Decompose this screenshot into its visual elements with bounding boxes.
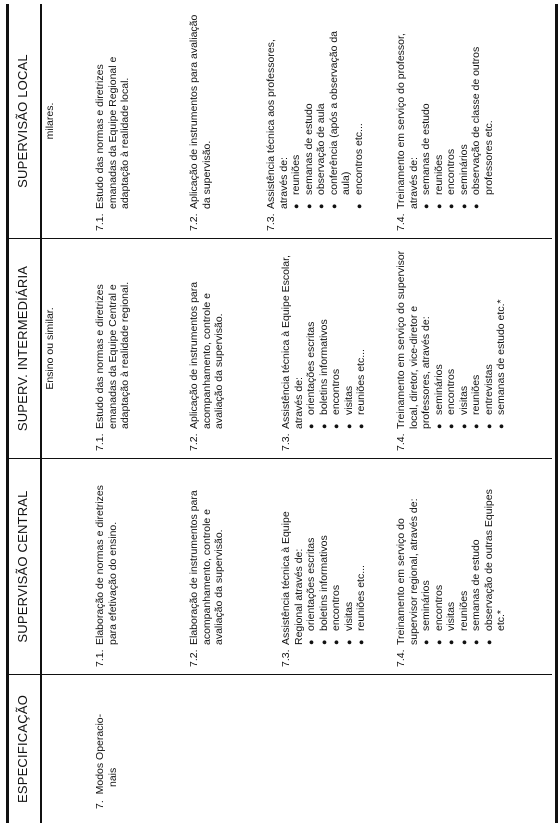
bullet-item: ● encontros — [330, 249, 343, 429]
item-number: 7.1. — [94, 649, 106, 667]
bullet-item: ● orientações escritas — [305, 469, 318, 645]
item-number: 7.1. — [94, 433, 106, 451]
bullet-item: ● boletins informativos — [318, 469, 331, 645]
bullet-item: ● observação de classe de outros professores etc. — [470, 13, 495, 209]
bullet-list — [305, 469, 368, 645]
bullet-item: ● reuniões etc... — [355, 469, 368, 645]
item-number: 7.3. — [265, 213, 277, 231]
central-item-7-1 — [94, 469, 119, 667]
intermediaria-item-7-3 — [280, 249, 368, 451]
central-item-7-4 — [395, 469, 508, 667]
column-divider-1 — [6, 674, 552, 675]
item-number: 7.4. — [395, 649, 407, 667]
central-item-7-2 — [188, 469, 226, 667]
bullet-item: ● boletins informativos — [318, 249, 331, 429]
local-item-7-3 — [265, 13, 365, 231]
bullet-list — [433, 249, 508, 429]
bullet-item: ● conferência (após a observação da aula) — [328, 13, 353, 209]
item-text: Assistência técnica à Equipe Regional através de: — [280, 511, 305, 645]
bullet-list — [290, 13, 365, 209]
local-item-7-1 — [94, 13, 132, 231]
bullet-item: ● observação de outras Equipes etc.* — [483, 469, 508, 645]
bullet-item: ● visitas — [343, 249, 356, 429]
central-item-7-3 — [280, 469, 368, 667]
header-supervisao-intermediaria: SUPERV. INTERMEDIÁRIA — [15, 265, 30, 432]
bullet-item: ● reuniões — [290, 13, 303, 209]
item-text: Assistência técnica à Equipe Escolar, através de: — [280, 255, 305, 429]
item-number: 7.3. — [280, 649, 292, 667]
item-text: Elaboração de normas e diretrizes para efetivação do ensino. — [94, 485, 119, 645]
bullet-item: ● entrevistas — [483, 249, 496, 429]
bullet-list — [420, 13, 495, 209]
bullet-item: ● encontros — [330, 469, 343, 645]
column-divider-2 — [6, 458, 552, 459]
intermediaria-item-7-1 — [94, 249, 132, 451]
item-text: Treinamento em serviço do supervisor regional, através de: — [395, 498, 420, 645]
bullet-item: ● reuniões — [458, 469, 471, 645]
modos-number: 7. — [94, 800, 106, 809]
bullet-item: ● seminários — [420, 469, 433, 645]
header-supervisao-central: SUPERVISÃO CENTRAL — [15, 490, 30, 643]
item-text: Treinamento em serviço do supervisor local, diretor, vice-diretor e professores, através de: — [395, 250, 432, 429]
bullet-item: ● semanas de estudo etc.* — [495, 249, 508, 429]
bullet-item: ● encontros — [445, 13, 458, 209]
intermediaria-item-7-4 — [395, 249, 508, 451]
item-number: 7.2. — [188, 649, 200, 667]
item-number: 7.1. — [94, 213, 106, 231]
bullet-item: ● seminários — [458, 13, 471, 209]
header-supervisao-local: SUPERVISÃO LOCAL — [15, 54, 30, 188]
item-number: 7.4. — [395, 433, 407, 451]
bullet-item: ● reuniões etc... — [355, 249, 368, 429]
item-text: Aplicação de instrumentos para avaliação da supervisão. — [188, 14, 213, 209]
modos-label-cont: nais — [106, 767, 119, 787]
intermediaria-item-7-2 — [188, 249, 226, 451]
bullet-item: ● semanas de estudo — [470, 469, 483, 645]
item-text: Treinamento em serviço do professor, através de: — [395, 33, 420, 209]
bullet-item: ● reuniões — [433, 13, 446, 209]
local-item-7-2 — [188, 13, 213, 231]
item-number: 7.3. — [280, 433, 292, 451]
modos-operacionais-label — [94, 679, 119, 809]
item-text: Estudo das normas e diretrizes emanadas da Equipe Central e adaptação à realidade regional. — [94, 281, 131, 429]
bullet-item: ● encontros — [445, 249, 458, 429]
bullet-item: ● reuniões — [470, 249, 483, 429]
bullet-list — [420, 469, 508, 645]
item-text: Elaboração de instrumentos para acompanhamento, controle e avaliação da supervisão. — [188, 490, 225, 645]
bullet-list — [305, 249, 368, 429]
header-divider — [40, 4, 42, 823]
modos-label: Modos Operacio- — [94, 713, 106, 795]
bullet-item: ● encontros — [433, 469, 446, 645]
bullet-item: ● semanas de estudo — [420, 13, 433, 209]
item-number: 7.2. — [188, 433, 200, 451]
local-item-7-4 — [395, 13, 495, 231]
bullet-item: ● encontros etc... — [353, 13, 366, 209]
bullet-item: ● semanas de estudo — [303, 13, 316, 209]
item-number: 7.4. — [395, 213, 407, 231]
item-text: Assistência técnica aos professores, através de: — [265, 39, 290, 209]
bullet-item: ● visitas — [343, 469, 356, 645]
item-number: 7.2. — [188, 213, 200, 231]
item-text: Aplicação de instrumentos para acompanhamento, controle e avaliação da supervisão. — [188, 281, 225, 429]
bullet-item: ● orientações escritas — [305, 249, 318, 429]
bullet-item: ● visitas — [458, 249, 471, 429]
bullet-item: ● observação de aula — [315, 13, 328, 209]
header-especificacao: ESPECIFICAÇÃO — [15, 694, 30, 804]
intermediaria-continuation-note: Ensino ou similar. — [44, 307, 56, 390]
column-divider-3 — [6, 238, 552, 239]
bullet-item: ● visitas — [445, 469, 458, 645]
local-continuation-note: milares. — [44, 102, 56, 140]
item-text: Estudo das normas e diretrizes emanadas da Equipe Regional e adaptação à realidade local. — [94, 56, 131, 209]
bullet-item: ● seminários — [433, 249, 446, 429]
